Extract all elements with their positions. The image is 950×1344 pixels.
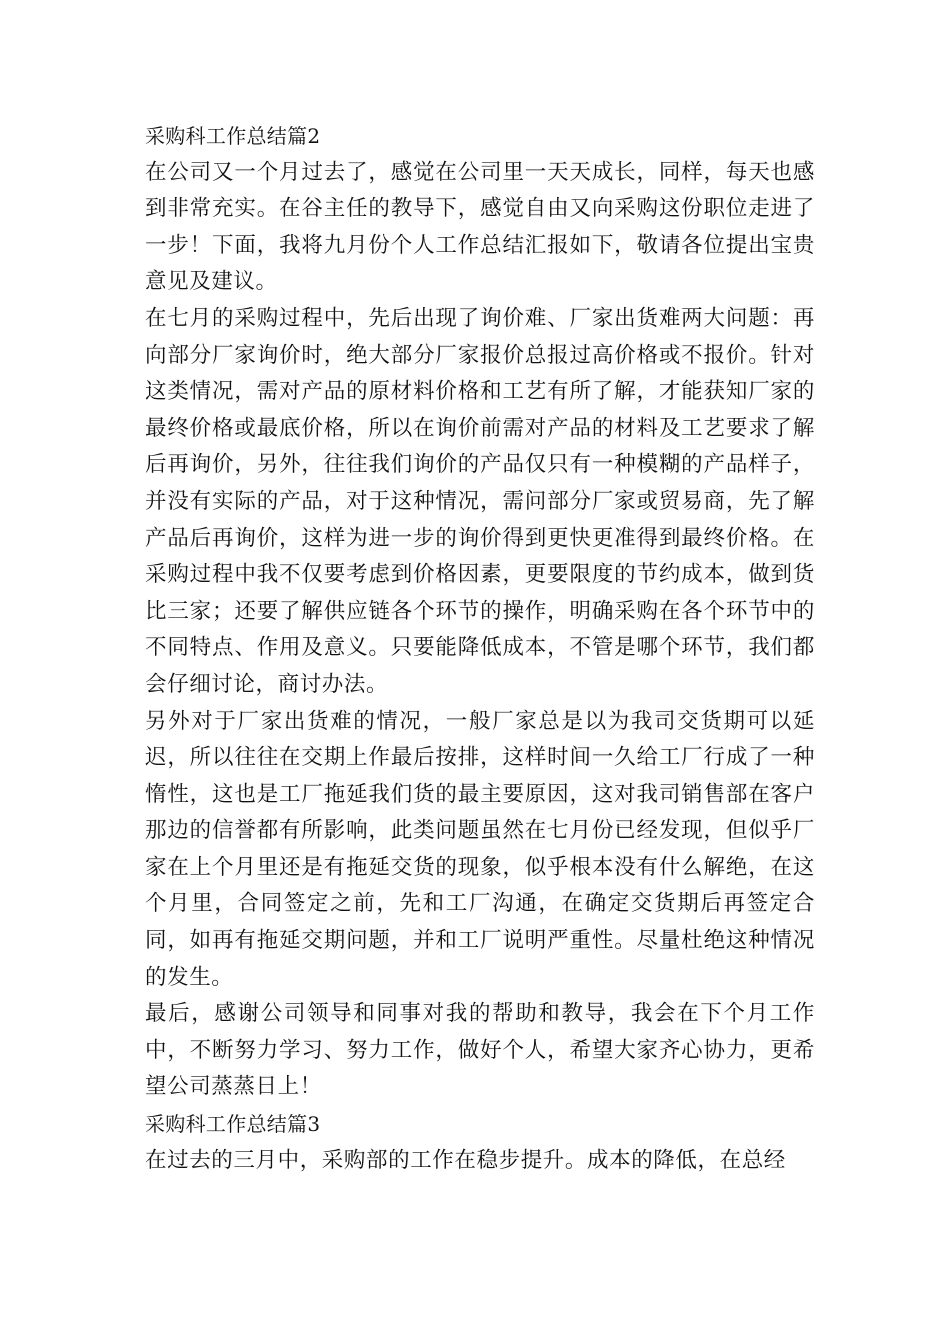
section-heading: 采购科工作总结篇3	[145, 1112, 321, 1137]
section-heading: 采购科工作总结篇2	[145, 124, 321, 148]
document-body	[145, 118, 815, 1179]
paragraph: 在公司又一个月过去了，感觉在公司里一天天成长，同样，每天也感到非常充实。在谷主任的教导下，感觉自由又向采购这份职位走进了一步！下面，我将九月份个人工作总结汇报如下，敬请各位提出宝贵意见及建议。	[145, 159, 815, 295]
paragraph: 最后，感谢公司领导和同事对我的帮助和教导，我会在下个月工作中，不断努力学习、努力工作，做好个人，希望大家齐心协力，更希望公司蒸蒸日上！	[145, 1001, 815, 1100]
paragraph: 在七月的采购过程中，先后出现了询价难、厂家出货难两大问题：再向部分厂家询价时，绝大部分厂家报价总报过高价格或不报价。针对这类情况，需对产品的原材料价格和工艺有所了解，才能获知厂家的最终价格或最底价格，所以在询价前需对产品的材料及工艺要求了解后再询价，另外，往往我们询价的产品仅只有一种模糊的产品样子，并没有实际的产品，对于这种情况，需问部分厂家或贸易商，先了解产品后再询价，这样为进一步的询价得到更快更准得到最终价格。在采购过程中我不仅要考虑到价格因素，更要限度的节约成本，做到货比三家；还要了解供应链各个环节的操作，明确采购在各个环节中的不同特点、作用及意义。只要能降低成本，不管是哪个环节，我们都会仔细讨论，商讨办法。	[145, 305, 815, 697]
paragraph: 在过去的三月中，采购部的工作在稳步提升。成本的降低，在总经	[145, 1147, 786, 1173]
paragraph: 另外对于厂家出货难的情况，一般厂家总是以为我司交货期可以延迟，所以往往在交期上作最后按排，这样时间一久给工厂行成了一种惰性，这也是工厂拖延我们货的最主要原因，这对我司销售部在客户那边的信誉都有所影响，此类问题虽然在七月份已经发现，但似乎厂家在上个月里还是有拖延交货的现象，似乎根本没有什么解绝，在这个月里，合同签定之前，先和工厂沟通，在确定交货期后再签定合同，如再有拖延交期问题，并和工厂说明严重性。尽量杜绝这种情况的发生。	[145, 708, 815, 990]
